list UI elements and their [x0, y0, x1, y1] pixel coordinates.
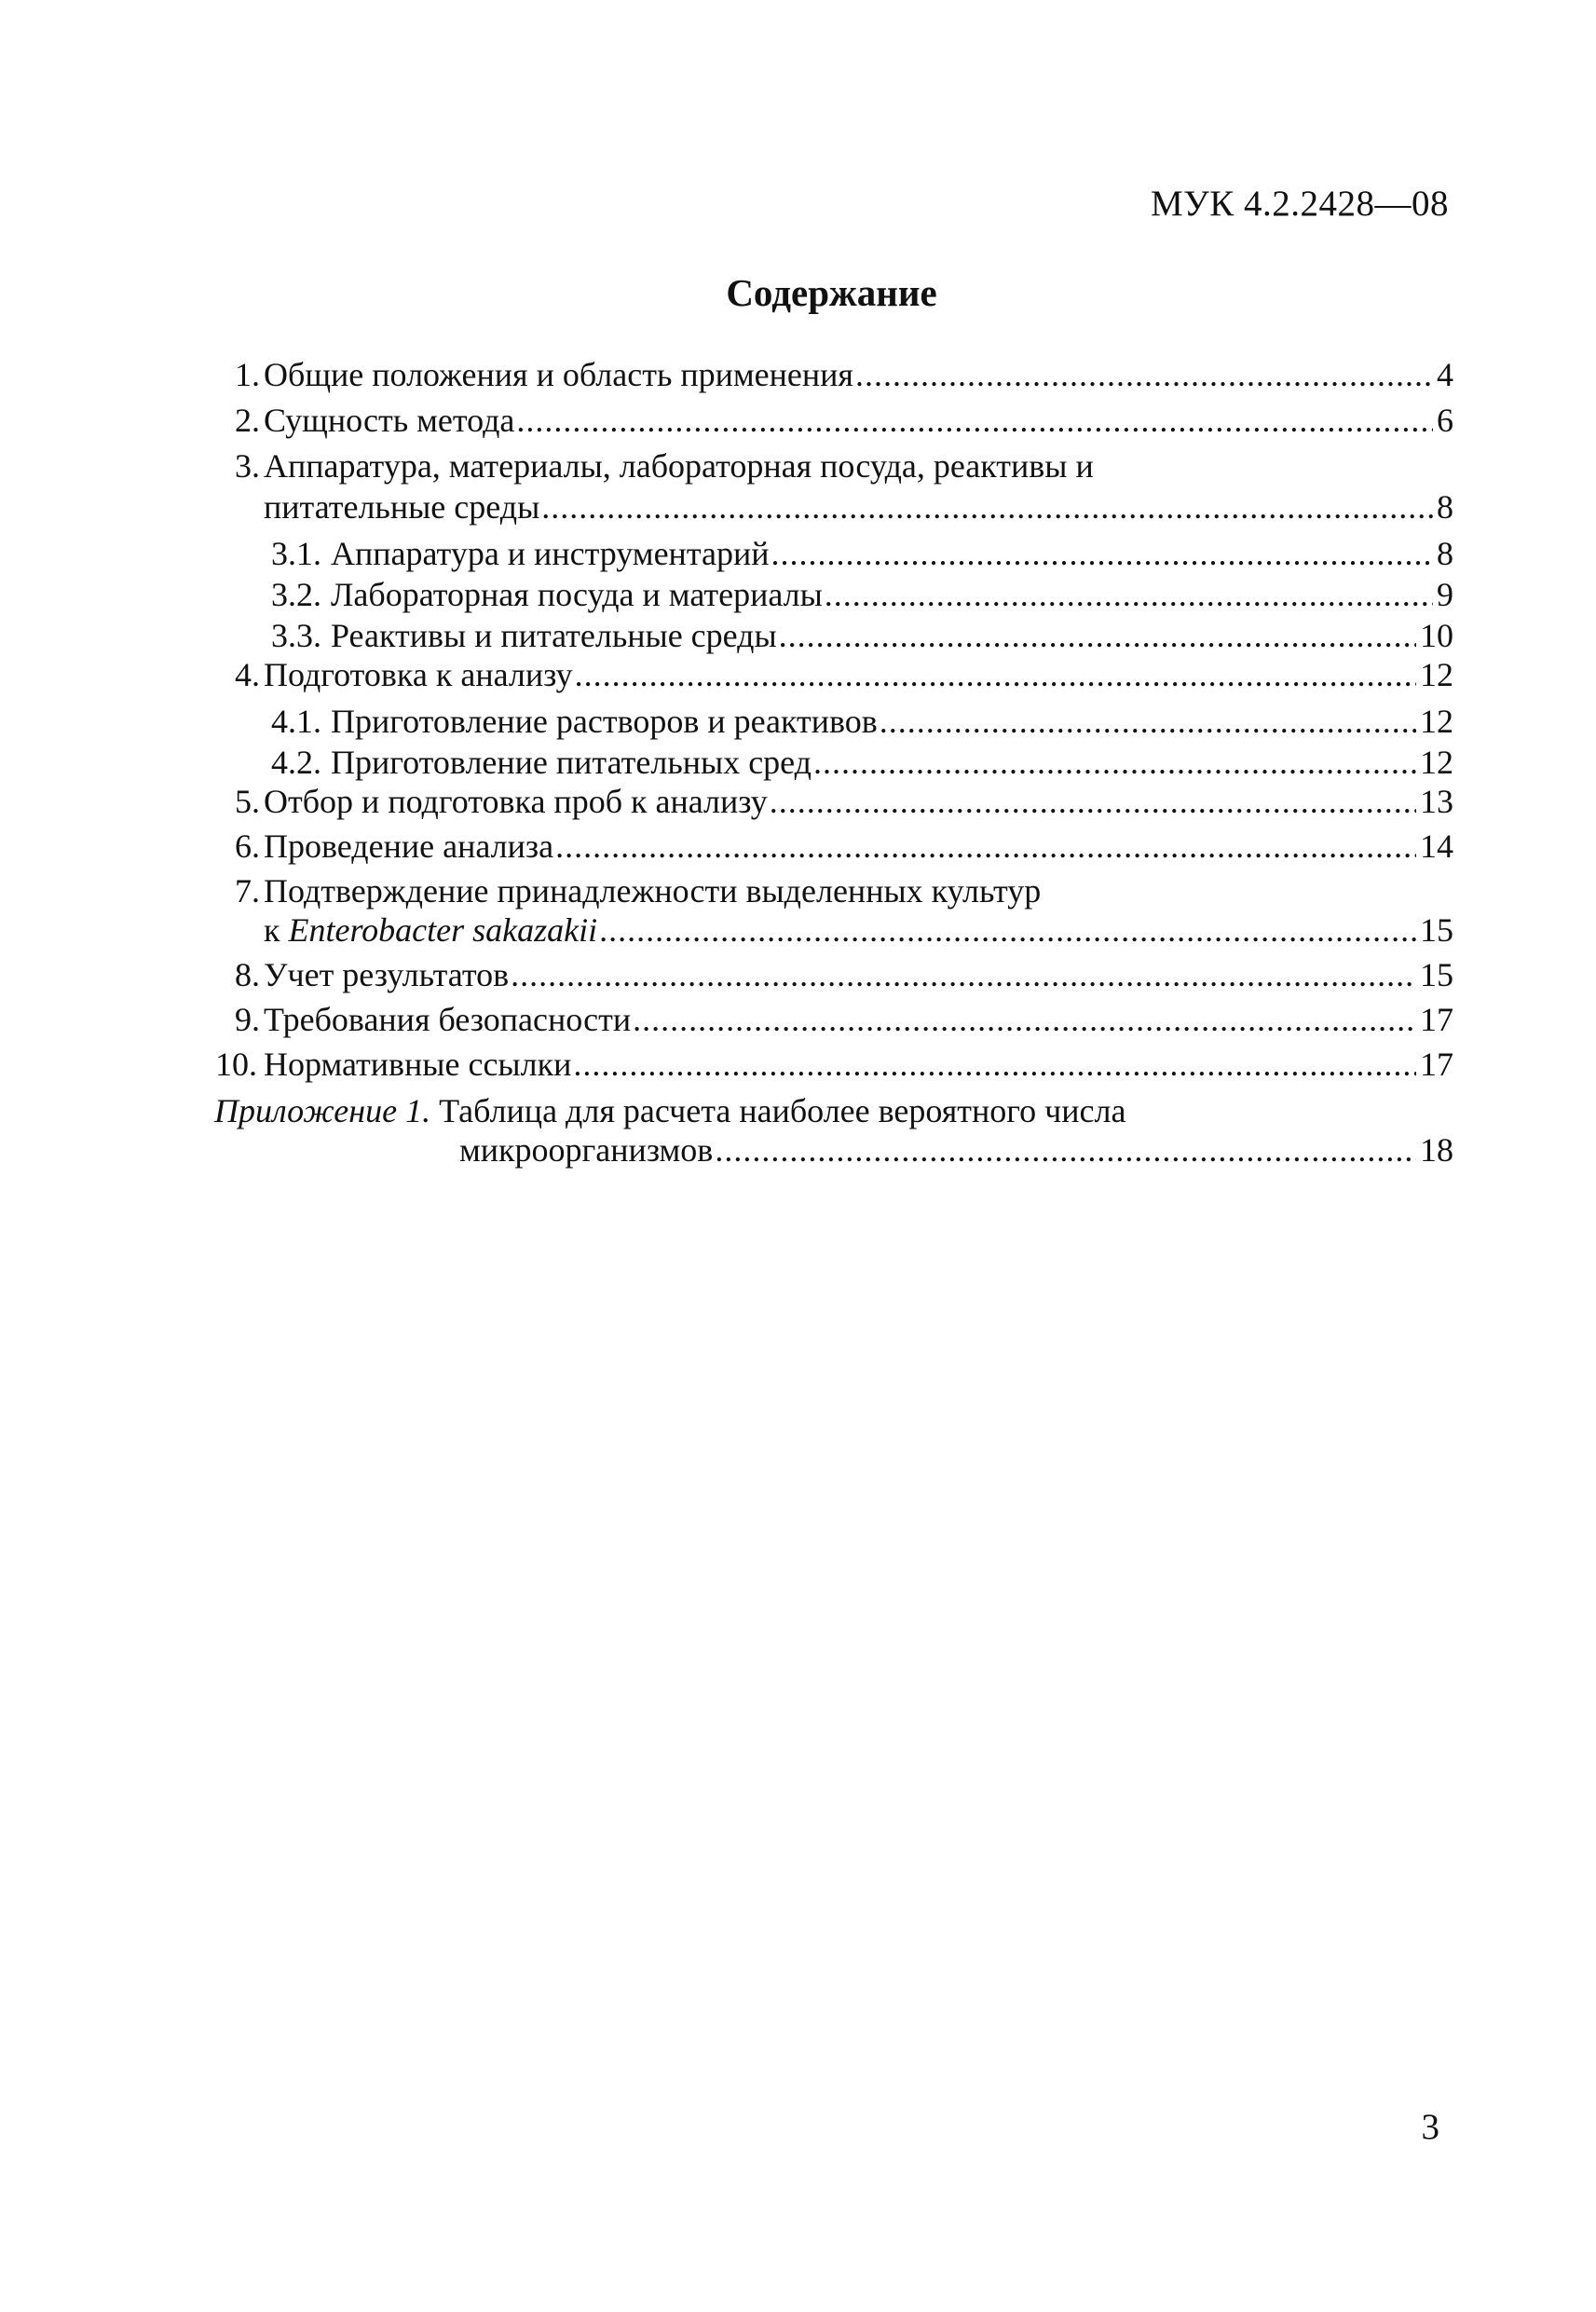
toc-entry-number: 4.1.	[271, 703, 321, 740]
toc-entry-text: Приготовление растворов и реактивов	[331, 703, 878, 740]
appendix-label: Приложение 1.	[214, 1092, 431, 1129]
toc-entry-number: 2.	[235, 402, 260, 439]
toc-entry-page: 8	[1437, 535, 1453, 572]
toc-entry-page: 13	[1420, 783, 1453, 820]
dot-leader	[511, 956, 1416, 993]
toc-entry-text-line1: Подтверждение принадлежности выделенных культур	[264, 872, 1042, 910]
dot-leader	[599, 911, 1416, 949]
toc-entry-number: 3.2.	[271, 576, 321, 613]
toc-entry-text: Подготовка к анализу	[264, 656, 573, 693]
toc-entry-9	[235, 1001, 1453, 1038]
toc-entry-1	[235, 356, 1453, 393]
dot-leader	[555, 828, 1416, 865]
toc-entry-text-line1: Аппаратура, материалы, лабораторная посуда, реактивы и	[264, 447, 1094, 485]
toc-entry-text: Общие положения и область применения	[264, 356, 853, 393]
toc-entry-page: 9	[1437, 576, 1453, 613]
toc-entry-10	[215, 1046, 1453, 1083]
toc-entry-number: 9.	[235, 1001, 260, 1038]
page-number: 3	[1421, 2107, 1439, 2147]
dot-leader	[633, 1001, 1416, 1038]
toc-entry-page: 12	[1420, 656, 1453, 693]
toc-entry-number: 7.	[235, 872, 260, 910]
toc-entry-number: 5.	[235, 783, 260, 820]
toc-entry-text-line2: питательные среды	[264, 488, 540, 526]
toc-entry-3-3	[271, 617, 1453, 654]
toc-entry-page: 12	[1420, 744, 1453, 781]
toc-entry-page: 18	[1420, 1131, 1453, 1169]
toc-entry-4	[235, 656, 1453, 693]
dot-leader	[771, 535, 1434, 572]
dot-leader	[575, 656, 1416, 693]
dot-leader	[880, 703, 1416, 740]
toc-entry-text: Учет результатов	[264, 956, 510, 993]
toc-entry-7	[235, 872, 1453, 949]
toc-entry-number: 10.	[215, 1046, 257, 1083]
toc-entry-2	[235, 402, 1453, 439]
toc-entry-text: Отбор и подготовка проб к анализу	[264, 783, 768, 820]
toc-entry-3-1	[271, 535, 1453, 572]
dot-leader	[541, 488, 1433, 526]
toc-entry-page: 8	[1437, 488, 1453, 526]
dot-leader	[573, 1046, 1416, 1083]
dot-leader	[813, 744, 1416, 781]
toc-entry-number: 3.1.	[271, 535, 321, 572]
toc-entry-8	[235, 956, 1453, 993]
toc-entry-number: 3.3.	[271, 617, 321, 654]
toc-entry-text: Реактивы и питательные среды	[331, 617, 777, 654]
table-of-contents	[214, 356, 1453, 1169]
dot-leader	[715, 1131, 1416, 1169]
toc-entry-page: 4	[1437, 356, 1453, 393]
toc-entry-3	[235, 447, 1453, 526]
dot-leader	[855, 356, 1433, 393]
toc-entry-page: 6	[1437, 402, 1453, 439]
toc-entry-page: 14	[1420, 828, 1453, 865]
toc-entry-text: Требования безопасности	[264, 1001, 632, 1038]
toc-entry-6	[235, 828, 1453, 865]
toc-entry-page: 15	[1420, 956, 1453, 993]
toc-entry-number: 6.	[235, 828, 260, 865]
toc-entry-page: 17	[1420, 1001, 1453, 1038]
dot-leader	[770, 783, 1416, 820]
toc-entry-text: Сущность метода	[264, 402, 515, 439]
toc-entry-page: 15	[1420, 911, 1453, 949]
toc-entry-number: 1.	[235, 356, 260, 393]
toc-entry-page: 10	[1420, 617, 1453, 654]
toc-entry-4-1	[271, 703, 1453, 740]
toc-entry-number: 8.	[235, 956, 260, 993]
toc-entry-page: 12	[1420, 703, 1453, 740]
toc-entry-prefix: к	[264, 911, 289, 949]
organism-name: Enterobacter sakazakii	[288, 911, 598, 949]
appendix-text-line2: микроорганизмов	[459, 1131, 714, 1169]
page-title: Содержание	[726, 271, 937, 314]
dot-leader	[779, 617, 1416, 654]
dot-leader	[825, 576, 1433, 613]
appendix-text-line1: Таблица для расчета наиболее вероятного числа	[439, 1092, 1126, 1129]
toc-entry-text: Нормативные ссылки	[264, 1046, 572, 1083]
toc-entry-text-line2	[264, 911, 597, 949]
toc-entry-text: Лабораторная посуда и материалы	[331, 576, 823, 613]
toc-entry-text: Приготовление питательных сред	[331, 744, 812, 781]
toc-entry-page: 17	[1420, 1046, 1453, 1083]
toc-entry-text: Аппаратура и инструментарий	[331, 535, 770, 572]
toc-entry-3-2	[271, 576, 1453, 613]
toc-entry-number: 4.	[235, 656, 260, 693]
toc-entry-appendix	[214, 1092, 1453, 1169]
dot-leader	[516, 402, 1433, 439]
document-code: МУК 4.2.2428—08	[1150, 184, 1449, 224]
toc-entry-number: 3.	[235, 447, 260, 485]
toc-entry-number: 4.2.	[271, 744, 321, 781]
toc-entry-5	[235, 783, 1453, 820]
toc-entry-text: Проведение анализа	[264, 828, 554, 865]
toc-entry-4-2	[271, 744, 1453, 781]
